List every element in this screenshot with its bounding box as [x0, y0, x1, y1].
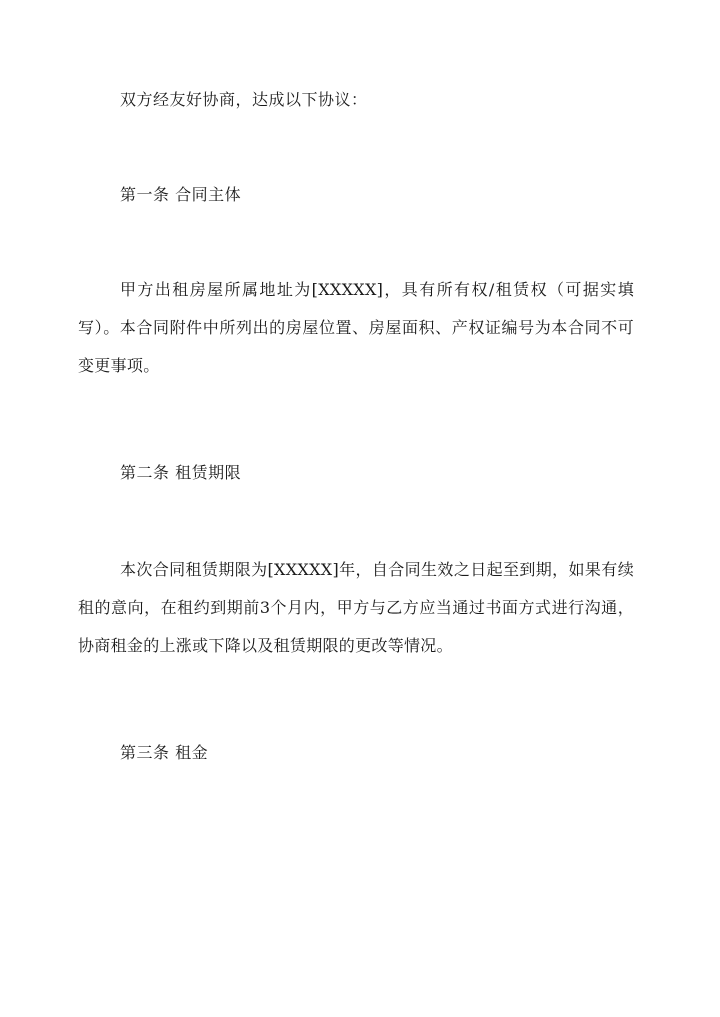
article-3-heading: 第三条 租金	[120, 743, 209, 762]
article-2-body: 本次合同租赁期限为[XXXXX]年，自合同生效之日起至到期，如果有续租的意向，在租约到期前3个月内，甲方与乙方应当通过书面方式进行沟通，协商租金的上涨或下降以及租赁期限的更改等情况。	[78, 560, 634, 655]
intro-paragraph: 双方经友好协商，达成以下协议：	[120, 90, 368, 109]
article-1-heading: 第一条 合同主体	[120, 185, 242, 204]
article-1-body: 甲方出租房屋所属地址为[XXXXX]，具有所有权/租赁权（可据实填写）。本合同附件中所列出的房屋位置、房屋面积、产权证编号为本合同不可变更事项。	[78, 280, 634, 375]
article-2-heading: 第二条 租赁期限	[120, 463, 242, 482]
